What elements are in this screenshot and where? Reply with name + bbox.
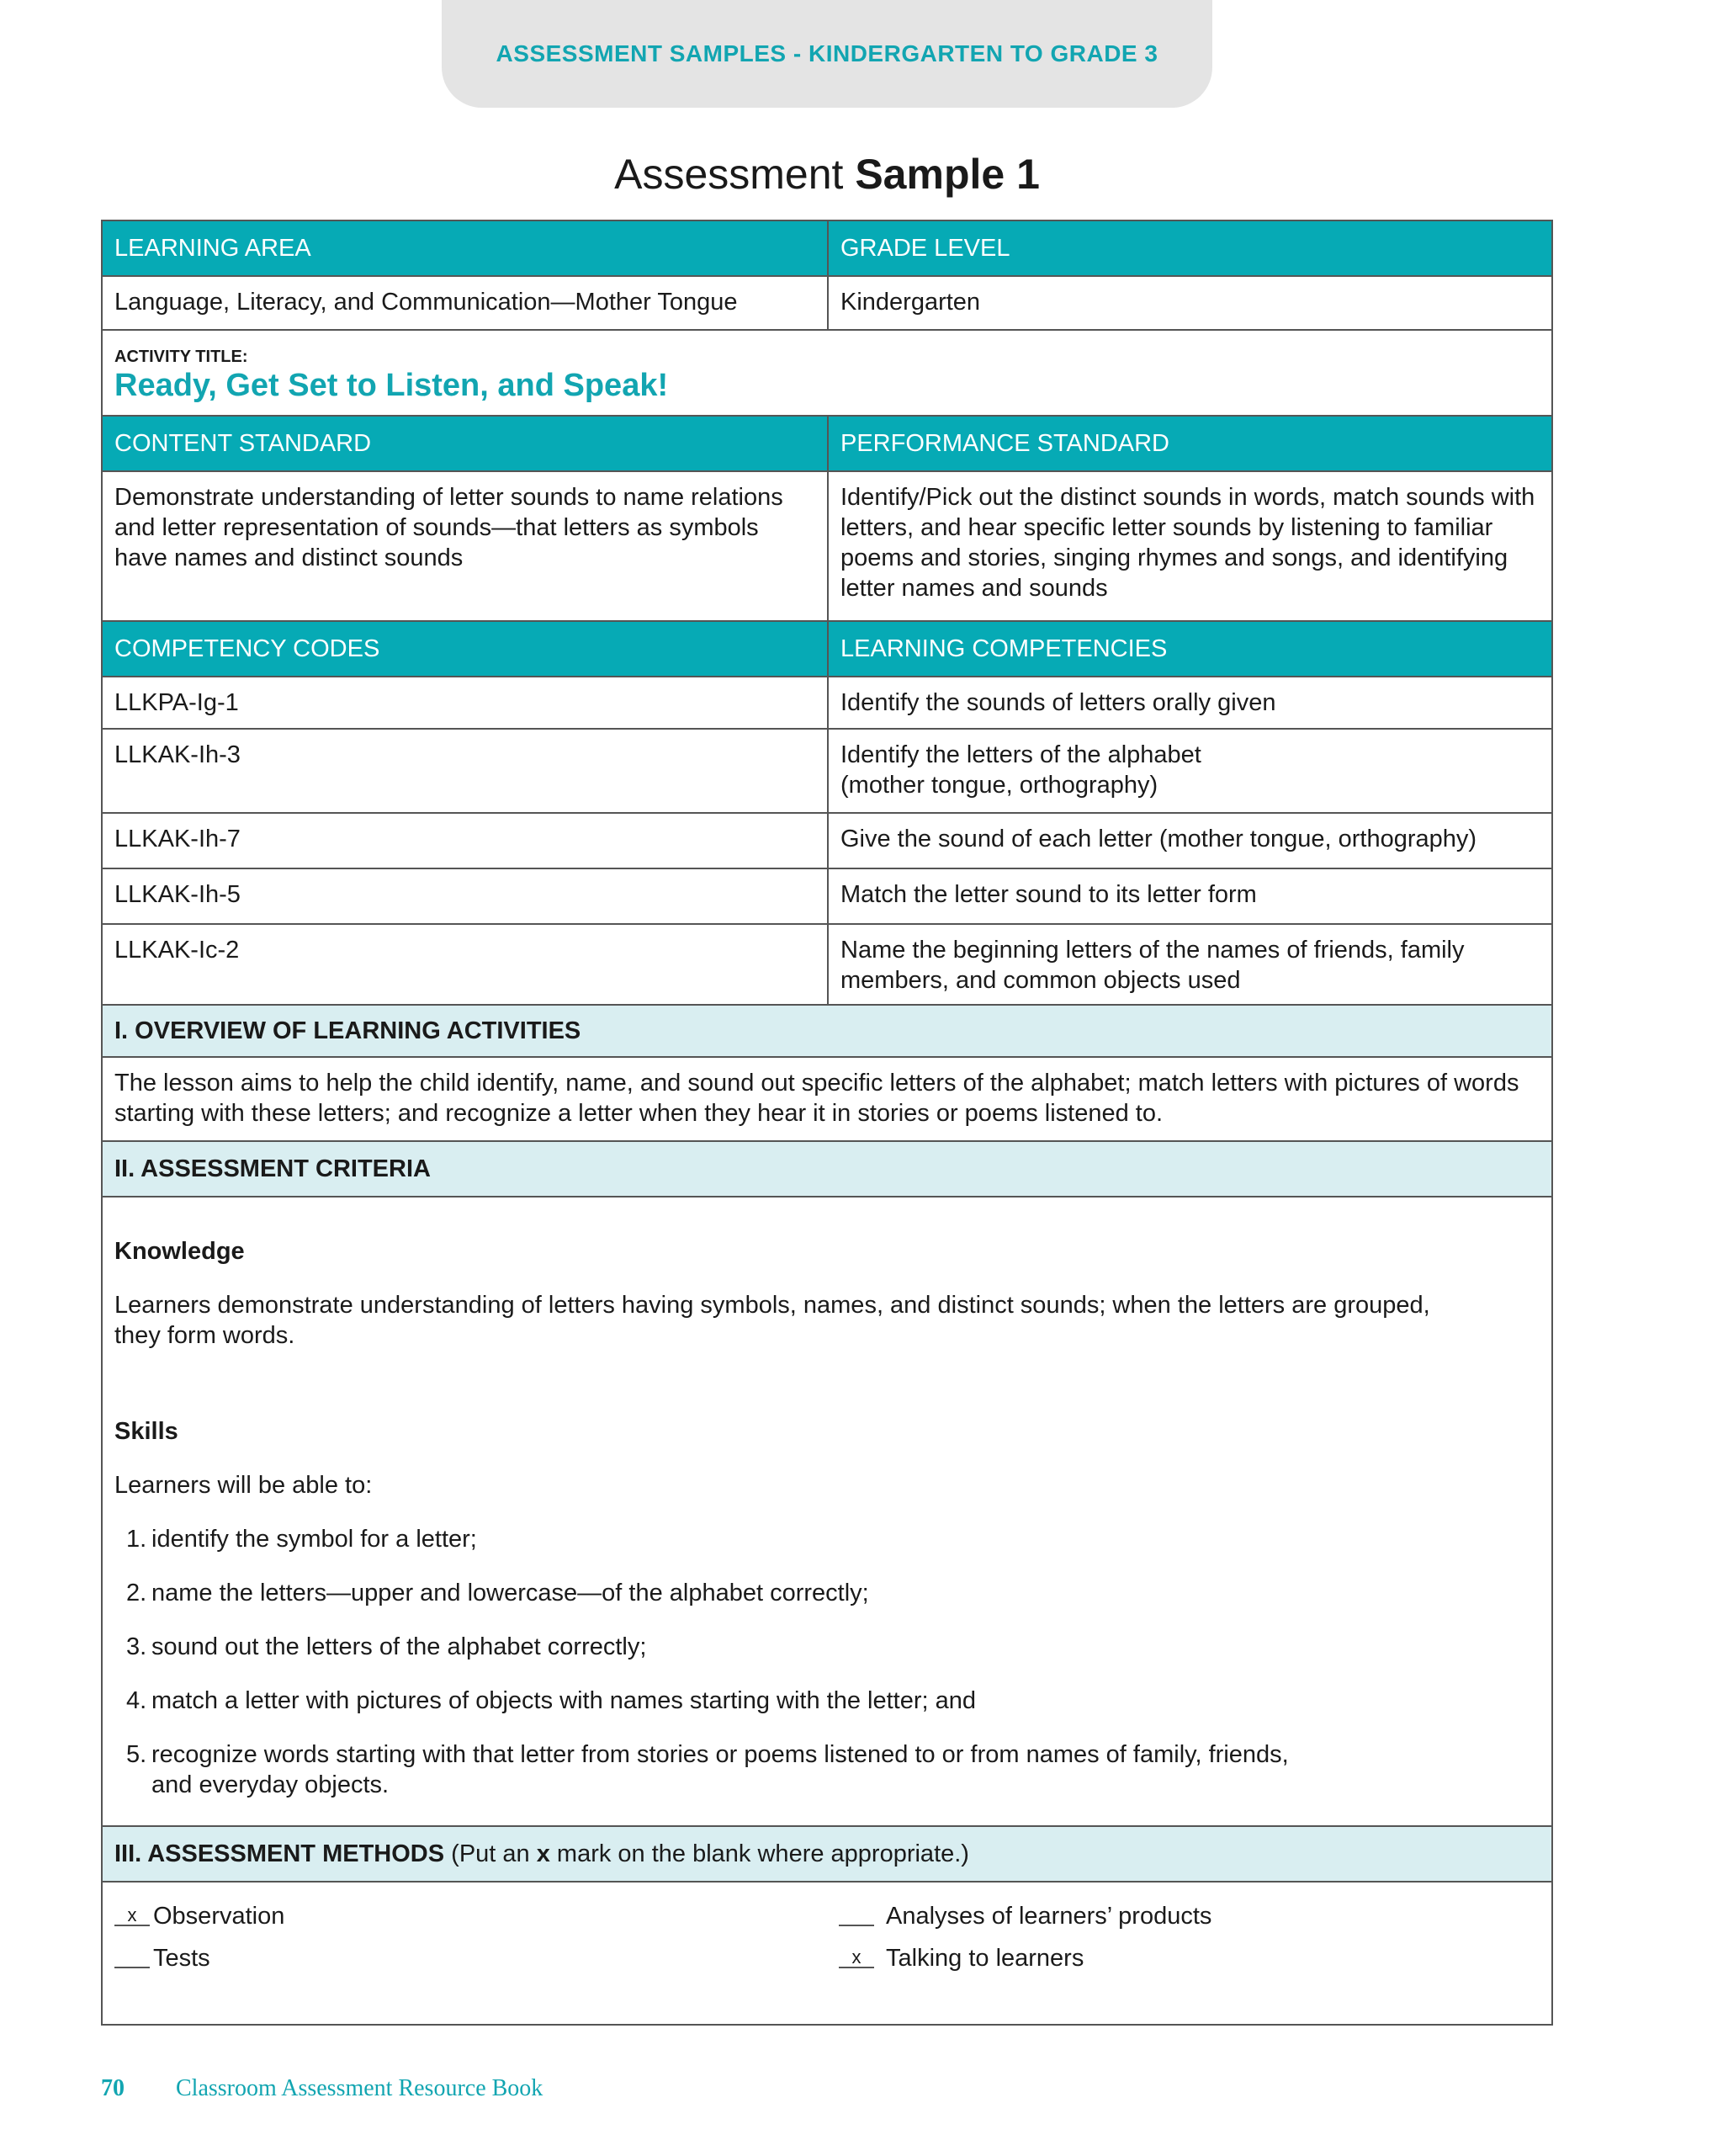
section-header-label: ASSESSMENT SAMPLES - KINDERGARTEN TO GRADE 3 — [496, 40, 1158, 66]
method-checkbox[interactable]: x — [839, 1948, 874, 1968]
method-talking — [839, 1931, 1540, 1973]
method-analyses — [839, 1889, 1540, 1931]
method-label: Observation — [153, 1903, 285, 1930]
criteria-heading: II. ASSESSMENT CRITERIA — [114, 1155, 431, 1182]
table-row — [103, 472, 1551, 622]
list-item: 1. identify the symbol for a letter; — [126, 1526, 477, 1553]
competency-code: LLKAK-Ih-7 — [114, 826, 241, 852]
skills-label: Skills — [114, 1418, 178, 1445]
skills-intro: Learners will be able to: — [114, 1472, 373, 1499]
grade-level-header: GRADE LEVEL — [827, 221, 1551, 275]
competency-text: Identify the sounds of letters orally given — [827, 677, 1551, 728]
table-row — [103, 925, 1551, 1006]
activity-row — [103, 331, 1551, 417]
table-row — [103, 730, 1551, 814]
method-label: Tests — [153, 1945, 210, 1972]
knowledge-text: Learners demonstrate understanding of letters having symbols, names, and distinct sounds; when the letters are grouped, they form words. — [114, 1292, 1430, 1349]
method-label: Analyses of learners’ products — [886, 1903, 1212, 1930]
learning-competencies-header: LEARNING COMPETENCIES — [827, 622, 1551, 676]
page-footer — [101, 2075, 543, 2102]
methods-note-suffix: mark on the blank where appropriate.) — [556, 1840, 969, 1867]
skills-list — [114, 1524, 1540, 1800]
performance-standard-header: PERFORMANCE STANDARD — [827, 417, 1551, 470]
list-item: 2. name the letters—upper and lowercase—of the alphabet correctly; — [126, 1580, 869, 1606]
list-item: 4. match a letter with pictures of objects with names starting with the letter; and — [126, 1687, 977, 1714]
competency-text: Match the letter sound to its letter form — [827, 869, 1551, 923]
content-standard-value: Demonstrate understanding of letter sounds to name relations and letter representation of sounds—that letters as symbols have names and distinct sounds — [114, 484, 783, 571]
competency-code: LLKAK-Ic-2 — [114, 937, 240, 964]
method-label: Talking to learners — [886, 1945, 1084, 1972]
list-item: 3. sound out the letters of the alphabet correctly; — [126, 1633, 647, 1660]
section-header-tab — [442, 0, 1212, 108]
method-checkbox[interactable]: x — [114, 1906, 150, 1926]
method-observation — [114, 1889, 815, 1931]
grade-level-value: Kindergarten — [827, 277, 1551, 329]
table-row — [103, 677, 1551, 730]
table-header-row — [103, 417, 1551, 472]
list-item: 5. recognize words starting with that letter from stories or poems listened to or from names of family, friends, and everyday objects. — [126, 1741, 1289, 1798]
competency-text: Give the sound of each letter (mother tongue, orthography) — [827, 814, 1551, 868]
methods-heading: III. ASSESSMENT METHODS — [114, 1840, 445, 1867]
method-checkbox[interactable] — [839, 1925, 874, 1926]
methods-note-mark: x — [536, 1840, 550, 1867]
competency-text: Name the beginning letters of the names of friends, family members, and common objects used — [827, 925, 1551, 1004]
criteria-row — [103, 1197, 1551, 1827]
table-row — [103, 814, 1551, 869]
assessment-table — [101, 220, 1553, 2026]
table-header-row — [103, 622, 1551, 677]
activity-title: Ready, Get Set to Listen, and Speak! — [114, 368, 669, 403]
competency-text-note: (mother tongue, orthography) — [840, 772, 1158, 799]
table-header-row — [103, 221, 1551, 277]
method-tests — [114, 1931, 815, 1973]
performance-standard-value: Identify/Pick out the distinct sounds in words, match sounds with letters, and hear specific letter sounds by listening to familiar poems and stories, singing rhymes and songs, and identifying letter names and sounds — [827, 472, 1551, 620]
book-title: Classroom Assessment Resource Book — [176, 2075, 543, 2101]
overview-text: The lesson aims to help the child identify, name, and sound out specific letters of the alphabet; match letters with pictures of words starting with these letters; and recognize a letter when they hear it in stories or poems listened to. — [114, 1070, 1519, 1127]
criteria-heading-row — [103, 1142, 1551, 1197]
table-row — [103, 277, 1551, 331]
competency-code: LLKPA-Ig-1 — [114, 689, 239, 716]
page-number: 70 — [101, 2075, 125, 2101]
table-row — [103, 869, 1551, 925]
method-checkbox[interactable] — [114, 1967, 150, 1968]
learning-area-header: LEARNING AREA — [114, 235, 311, 262]
methods-heading-row — [103, 1827, 1551, 1883]
overview-row — [103, 1058, 1551, 1142]
activity-title-label: ACTIVITY TITLE: — [114, 348, 248, 366]
methods-note-prefix: (Put an — [451, 1840, 530, 1867]
knowledge-label: Knowledge — [114, 1238, 245, 1265]
competency-text: Identify the letters of the alphabet — [840, 741, 1201, 768]
page-title: Assessment Sample 1 — [614, 151, 1040, 198]
overview-heading: I. OVERVIEW OF LEARNING ACTIVITIES — [114, 1017, 581, 1044]
methods-row — [103, 1883, 1551, 2024]
overview-heading-row — [103, 1006, 1551, 1058]
competency-codes-header: COMPETENCY CODES — [114, 635, 380, 662]
competency-code: LLKAK-Ih-3 — [114, 741, 241, 768]
competency-code: LLKAK-Ih-5 — [114, 881, 241, 908]
content-standard-header: CONTENT STANDARD — [114, 430, 372, 457]
learning-area-value: Language, Literacy, and Communication—Mother Tongue — [114, 289, 738, 316]
